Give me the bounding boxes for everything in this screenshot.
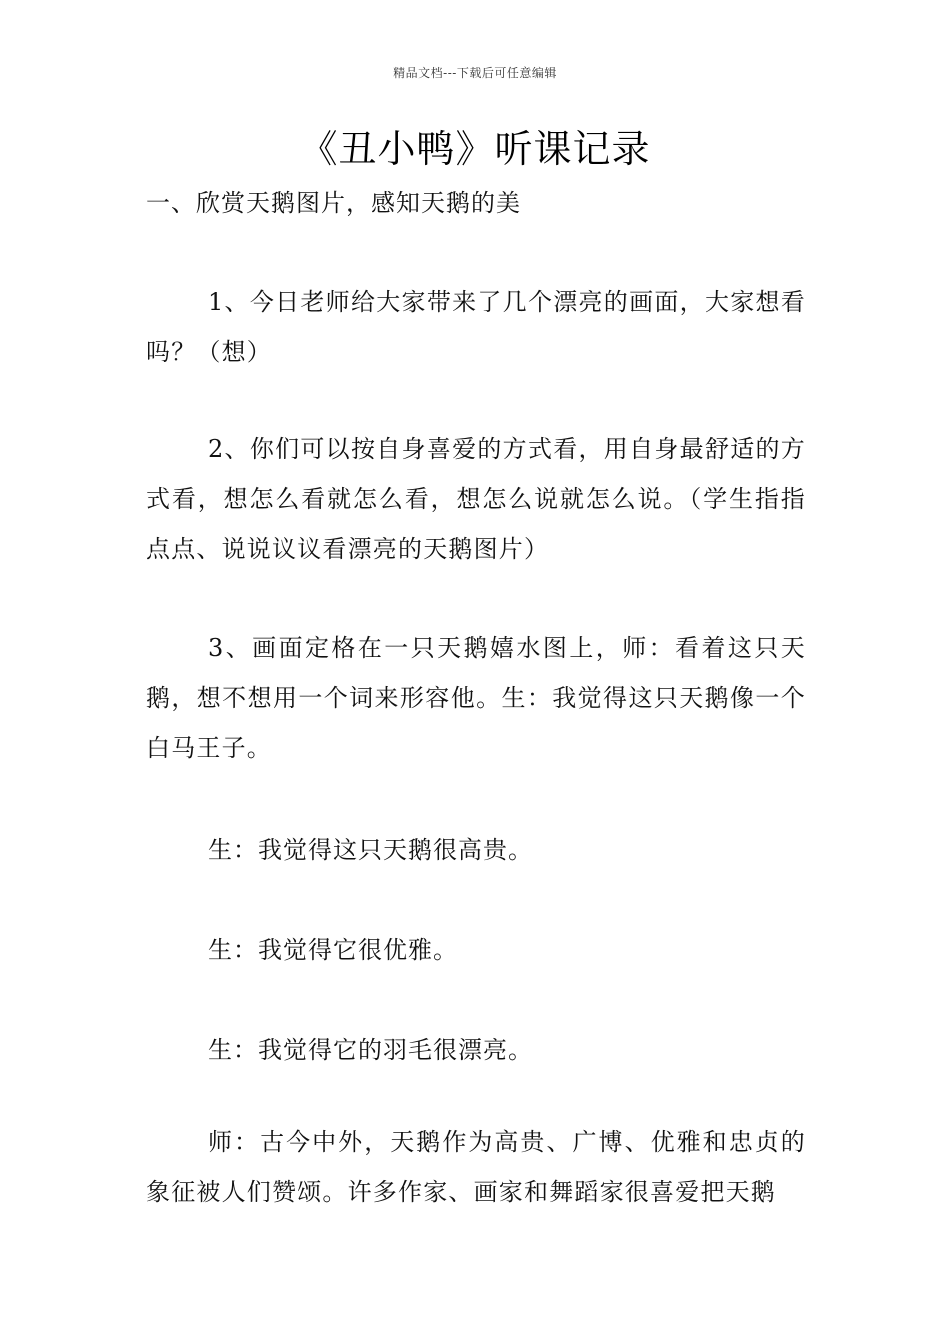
paragraph-2: 2、你们可以按自身喜爱的方式看，用自身最舒适的方式看，想怎么看就怎么看，想怎么说就怎么说。（学生指指点点、说说议议看漂亮的天鹅图片） [146, 435, 806, 563]
dialog-line-3: 生：我觉得它的羽毛很漂亮。 [208, 1036, 533, 1064]
closing-paragraph: 师：古今中外，天鹅作为高贵、广博、优雅和忠贞的象征被人们赞颂。许多作家、画家和舞蹈家很喜爱把天鹅 [146, 1128, 806, 1206]
dialog-line-2: 生：我觉得它很优雅。 [208, 936, 458, 964]
dialog-line-1: 生：我觉得这只天鹅很高贵。 [208, 836, 533, 864]
page-header-note: 精品文档---下载后可任意编辑 [393, 66, 557, 80]
document-title: 《丑小鸭》听课记录 [299, 127, 651, 171]
paragraph-3: 3、画面定格在一只天鹅嬉水图上，师：看着这只天鹅，想不想用一个词来形容他。生：我觉得这只天鹅像一个白马王子。 [146, 634, 806, 762]
section-heading: 一、欣赏天鹅图片，感知天鹅的美 [146, 189, 521, 217]
paragraph-1: 1、今日老师给大家带来了几个漂亮的画面，大家想看吗？（想） [146, 288, 806, 366]
